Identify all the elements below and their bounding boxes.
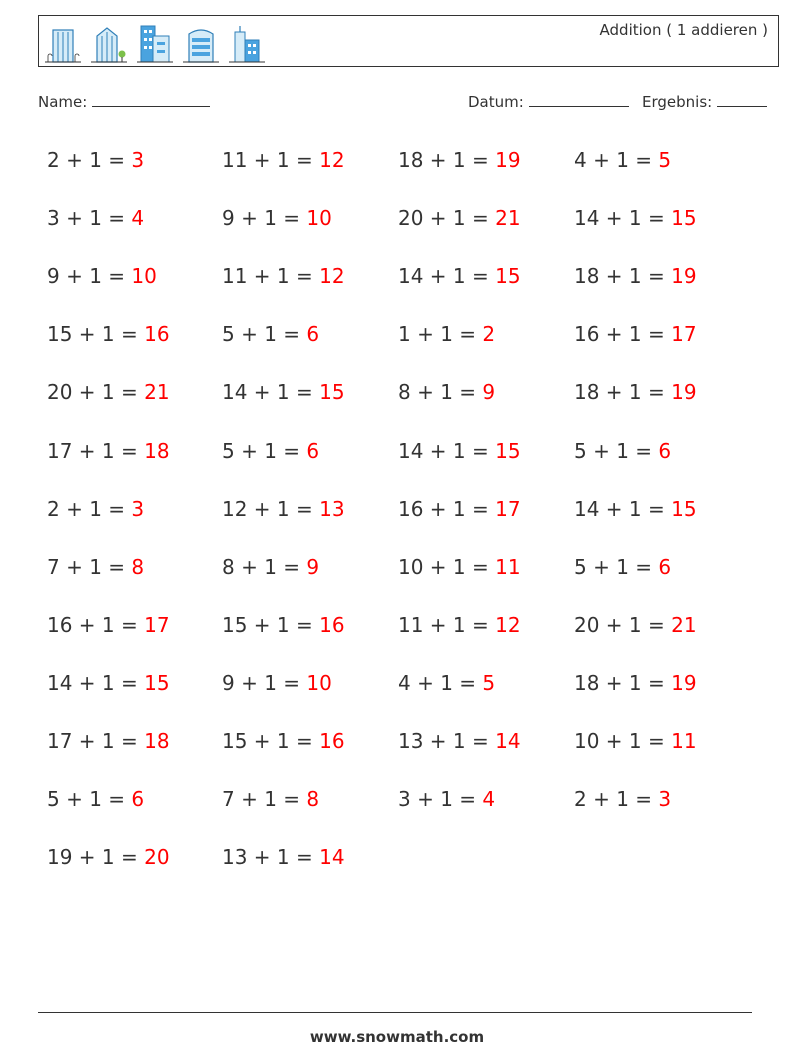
result-label: Ergebnis: (642, 93, 713, 111)
problem-item (222, 322, 319, 346)
problem-question: 18 + 1 = (398, 148, 496, 172)
problem-question: 9 + 1 = (47, 264, 132, 289)
problem-item (222, 380, 345, 404)
problem-answer: 6 (658, 438, 672, 463)
problem-question: 5 + 1 = (574, 554, 659, 579)
problem-item (47, 671, 170, 695)
problem-question: 13 + 1 = (398, 729, 496, 753)
problem-item (47, 555, 144, 579)
problem-question: 15 + 1 = (222, 612, 320, 637)
problem-question: 14 + 1 = (222, 380, 320, 405)
problem-question: 10 + 1 = (574, 729, 672, 753)
problem-question: 18 + 1 = (574, 670, 672, 695)
problem-question: 3 + 1 = (47, 206, 132, 231)
footer-url: www.snowmath.com (309, 1028, 485, 1046)
problem-answer: 17 (495, 496, 521, 521)
problem-answer: 15 (671, 206, 697, 231)
problem-item (47, 729, 170, 753)
problem-item (398, 439, 521, 463)
problem-answer: 11 (671, 729, 697, 753)
problem-question: 11 + 1 = (398, 612, 496, 637)
problem-item (222, 555, 319, 579)
problem-item (222, 787, 319, 811)
problem-item (47, 380, 170, 404)
problem-item (222, 206, 332, 230)
worksheet-title: Addition ( 1 addieren ) (599, 21, 768, 39)
problem-item (398, 206, 521, 230)
problem-answer: 2 (482, 322, 496, 347)
problem-item (574, 206, 697, 230)
problem-answer: 17 (671, 322, 697, 347)
problem-question: 2 + 1 = (574, 787, 659, 812)
problem-answer: 3 (131, 496, 145, 521)
problem-item (398, 148, 521, 172)
problem-question: 20 + 1 = (47, 380, 145, 405)
problem-answer: 8 (306, 787, 320, 812)
problem-item (47, 148, 144, 172)
problem-answer: 16 (319, 612, 345, 637)
problem-answer: 9 (306, 554, 320, 579)
problem-item (574, 380, 697, 404)
problem-answer: 12 (319, 264, 345, 289)
problem-question: 5 + 1 = (222, 438, 307, 463)
problem-question: 15 + 1 = (47, 322, 145, 347)
problem-item (222, 439, 319, 463)
problem-answer: 21 (495, 206, 521, 231)
problem-item (574, 264, 697, 288)
problem-question: 14 + 1 = (574, 206, 672, 231)
problem-answer: 18 (144, 438, 170, 463)
problem-item (574, 322, 697, 346)
problem-question: 7 + 1 = (222, 787, 307, 812)
problem-question: 18 + 1 = (574, 380, 672, 405)
problem-question: 4 + 1 = (398, 670, 483, 695)
problem-item (574, 555, 671, 579)
problem-item (47, 264, 157, 288)
problem-item (222, 671, 332, 695)
problem-item (222, 613, 345, 637)
problem-question: 10 + 1 = (398, 554, 496, 579)
problem-question: 1 + 1 = (398, 322, 483, 347)
problem-question: 9 + 1 = (222, 206, 307, 231)
problem-question: 17 + 1 = (47, 438, 145, 463)
problem-item (398, 380, 495, 404)
problem-question: 20 + 1 = (398, 206, 496, 231)
problem-question: 16 + 1 = (398, 496, 496, 521)
problem-answer: 10 (131, 264, 157, 289)
problem-question: 14 + 1 = (574, 496, 672, 521)
problem-question: 4 + 1 = (574, 148, 659, 172)
name-label: Name: (38, 93, 88, 111)
problem-item (222, 264, 345, 288)
problem-question: 16 + 1 = (574, 322, 672, 347)
problem-question: 3 + 1 = (398, 787, 483, 812)
problem-answer: 21 (144, 380, 170, 405)
problem-item (222, 845, 345, 869)
problem-question: 5 + 1 = (222, 322, 307, 347)
problem-item (574, 613, 697, 637)
problem-answer: 3 (131, 148, 145, 172)
problem-question: 8 + 1 = (222, 554, 307, 579)
problem-item (398, 264, 521, 288)
problem-question: 15 + 1 = (222, 729, 320, 753)
problem-question: 12 + 1 = (222, 496, 320, 521)
problem-answer: 12 (319, 148, 345, 172)
problem-question: 5 + 1 = (47, 787, 132, 812)
problem-item (574, 148, 671, 172)
problem-item (222, 148, 345, 172)
problem-question: 13 + 1 = (222, 845, 320, 870)
problem-answer: 19 (671, 670, 697, 695)
problem-question: 11 + 1 = (222, 264, 320, 289)
problem-answer: 15 (495, 438, 521, 463)
problem-answer: 19 (495, 148, 521, 172)
problem-item (574, 787, 671, 811)
problem-answer: 6 (131, 787, 145, 812)
problem-item (47, 322, 170, 346)
problem-item (47, 787, 144, 811)
problem-question: 2 + 1 = (47, 148, 132, 172)
problem-answer: 8 (131, 554, 145, 579)
problem-question: 8 + 1 = (398, 380, 483, 405)
problem-answer: 15 (671, 496, 697, 521)
problem-item (398, 729, 521, 753)
problem-question: 14 + 1 = (398, 438, 496, 463)
problem-answer: 16 (144, 322, 170, 347)
problem-answer: 10 (306, 670, 332, 695)
problem-item (398, 555, 521, 579)
problem-question: 14 + 1 = (398, 264, 496, 289)
problem-item (47, 439, 170, 463)
problem-question: 16 + 1 = (47, 612, 145, 637)
problem-answer: 9 (482, 380, 496, 405)
problem-question: 14 + 1 = (47, 670, 145, 695)
problem-question: 11 + 1 = (222, 148, 320, 172)
problem-question: 17 + 1 = (47, 729, 145, 753)
problem-item (398, 497, 521, 521)
problem-question: 5 + 1 = (574, 438, 659, 463)
problem-answer: 19 (671, 264, 697, 289)
problem-answer: 15 (319, 380, 345, 405)
problem-item (574, 497, 697, 521)
problem-item (47, 497, 144, 521)
problem-answer: 4 (131, 206, 145, 231)
problem-item (398, 787, 495, 811)
date-label: Datum: (468, 93, 524, 111)
problem-item (222, 497, 345, 521)
problem-question: 2 + 1 = (47, 496, 132, 521)
problem-question: 7 + 1 = (47, 554, 132, 579)
problem-answer: 5 (658, 148, 672, 172)
problem-item (574, 729, 697, 753)
problem-answer: 11 (495, 554, 521, 579)
problem-question: 19 + 1 = (47, 845, 145, 870)
problem-answer: 5 (482, 670, 496, 695)
problem-item (574, 439, 671, 463)
problem-answer: 4 (482, 787, 496, 812)
problem-answer: 17 (144, 612, 170, 637)
problem-question: 20 + 1 = (574, 612, 672, 637)
problem-answer: 6 (306, 322, 320, 347)
problem-item (222, 729, 345, 753)
problem-answer: 12 (495, 612, 521, 637)
problem-answer: 13 (319, 496, 345, 521)
problem-answer: 14 (495, 729, 521, 753)
problem-question: 9 + 1 = (222, 670, 307, 695)
problem-answer: 19 (671, 380, 697, 405)
problem-item (398, 671, 495, 695)
problem-answer: 16 (319, 729, 345, 753)
problem-item (574, 671, 697, 695)
problem-answer: 6 (306, 438, 320, 463)
problem-item (47, 845, 170, 869)
problem-answer: 15 (144, 670, 170, 695)
problem-answer: 6 (658, 554, 672, 579)
problem-answer: 14 (319, 845, 345, 870)
problem-answer: 21 (671, 612, 697, 637)
problem-item (47, 206, 144, 230)
footer-divider (38, 1012, 752, 1013)
problem-answer: 15 (495, 264, 521, 289)
problem-item (398, 613, 521, 637)
problem-answer: 10 (306, 206, 332, 231)
problem-question: 18 + 1 = (574, 264, 672, 289)
problem-answer: 3 (658, 787, 672, 812)
problem-item (398, 322, 495, 346)
problem-item (47, 613, 170, 637)
problem-answer: 20 (144, 845, 170, 870)
problem-answer: 18 (144, 729, 170, 753)
